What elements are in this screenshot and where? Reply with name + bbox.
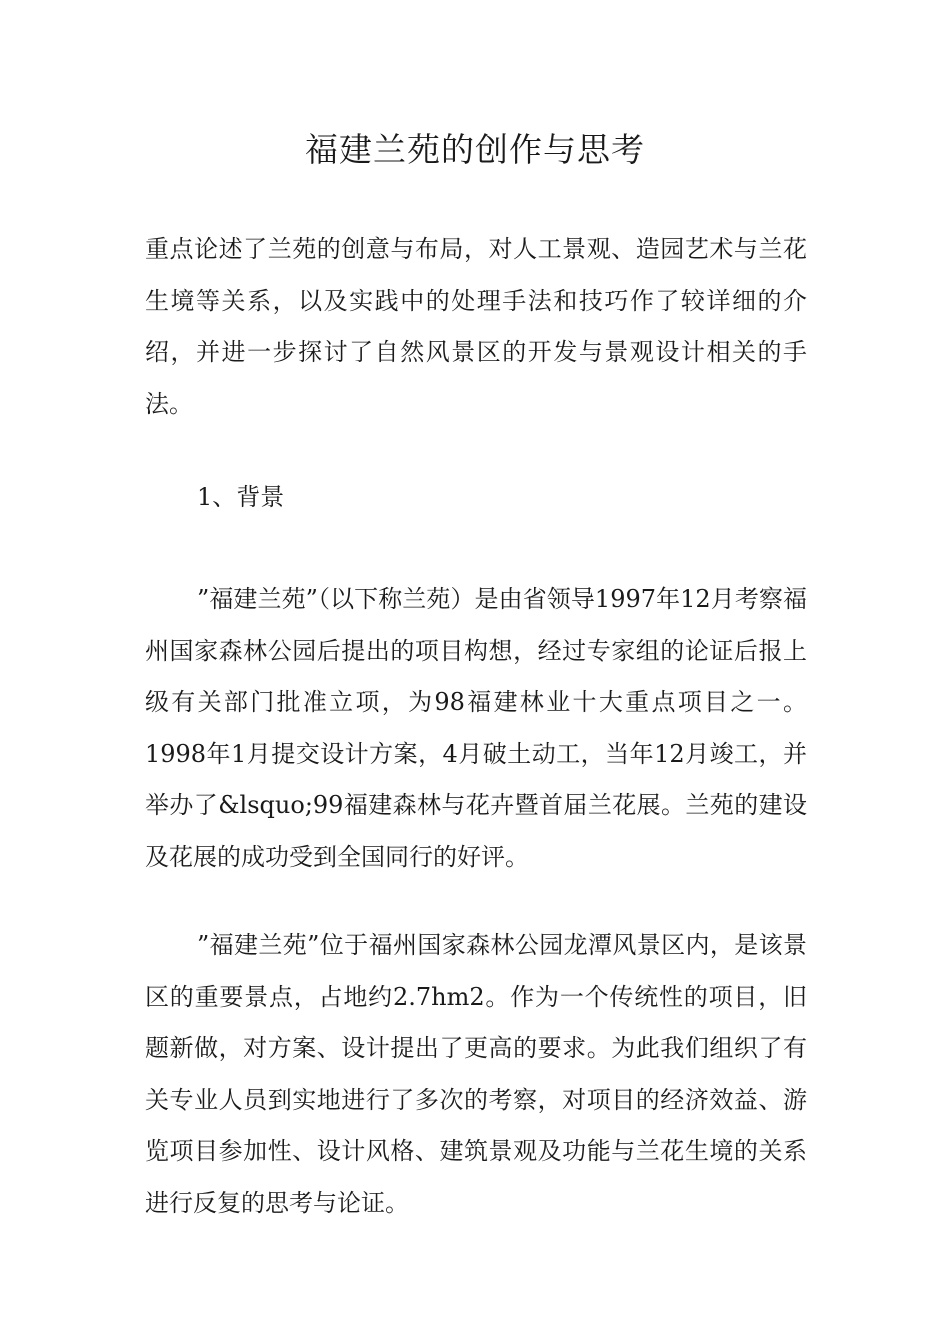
body-paragraph: ”福建兰苑”（以下称兰苑）是由省领导1997年12月考察福州国家森林公园后提出的项目构想，经过专家组的论证后报上级有关部门批准立项，为98福建林业十大重点项目之一。1998年1月提交设计方案，4月破土动工，当年12月竣工，并举办了&lsquo;99福建森林与花卉暨首届兰花展。兰苑的建设及花展的成功受到全国同行的好评。 [145, 585, 807, 871]
body-paragraph: ”福建兰苑”位于福州国家森林公园龙潭风景区内，是该景区的重要景点，占地约2.7hm2。作为一个传统性的项目，旧题新做，对方案、设计提出了更高的要求。为此我们组织了有关专业人员到实地进行了多次的考察，对项目的经济效益、游览项目参加性、设计风格、建筑景观及功能与兰花生境的关系进行反复的思考与论证。 [145, 931, 807, 1217]
abstract-paragraph: 重点论述了兰苑的创意与布局，对人工景观、造园艺术与兰花生境等关系，以及实践中的处理手法和技巧作了较详细的介绍，并进一步探讨了自然风景区的开发与景观设计相关的手法。 [145, 235, 807, 418]
document-title: 福建兰苑的创作与思考 [305, 130, 645, 169]
section-heading-background: 1、背景 [197, 483, 285, 511]
